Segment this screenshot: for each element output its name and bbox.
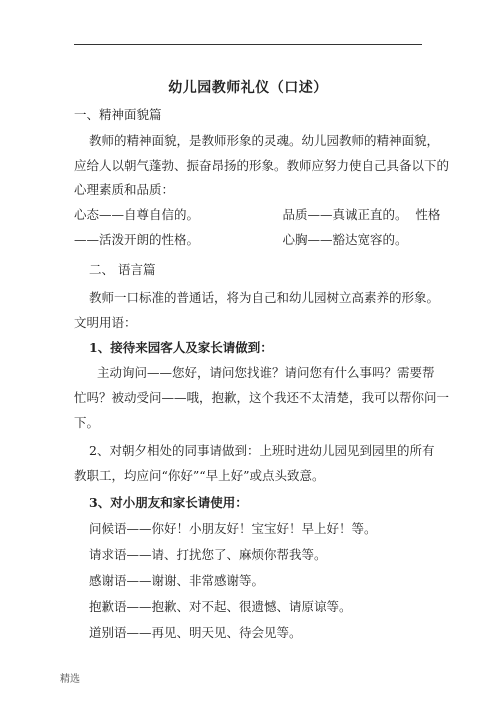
paragraph-line: 心理素质和品质： bbox=[74, 182, 175, 197]
paragraph-line: 忙吗？被动受问——哦，抱歉，这个我还不太清楚，我可以帮你问一 bbox=[74, 390, 450, 405]
list-item-heading: 2、对朝夕相处的同事请做到：上班时进幼儿园见到园里的所有 bbox=[89, 443, 435, 458]
list-item-heading: 3、对小朋友和家长请使用： bbox=[89, 495, 248, 510]
phrase-line: 感谢语——谢谢、非常感谢等。 bbox=[89, 573, 265, 588]
paragraph-line: 心态——自尊自信的。 品质——真诚正直的。 性格 bbox=[74, 207, 441, 222]
paragraph-line: 下。 bbox=[74, 415, 100, 430]
phrase-line: 道别语——再见、明天见、待会见等。 bbox=[89, 625, 302, 640]
section-heading-1: 一、精神面貌篇 bbox=[74, 107, 162, 122]
page-footer: 精选 bbox=[60, 674, 80, 685]
document-title: 幼儿园教师礼仪（口述） bbox=[168, 80, 328, 96]
phrase-line: 抱歉语——抱歉、对不起、很遗憾、请原谅等。 bbox=[89, 599, 352, 614]
header-rule bbox=[74, 44, 422, 45]
paragraph-line: 文明用语： bbox=[74, 315, 137, 330]
paragraph-line: 主动询问——您好，请问您找谁？请问您有什么事吗？需要帮 bbox=[97, 365, 435, 380]
paragraph-line: 应给人以朝气蓬勃、振奋昂扬的形象。教师应努力使自己具备以下的 bbox=[74, 158, 450, 173]
paragraph-line: ——活泼开朗的性格。 心胸——豁达宽容的。 bbox=[74, 232, 408, 247]
paragraph-line: 教职工，均应问“你好”“早上好”或点头致意。 bbox=[74, 468, 325, 483]
paragraph-line: 教师的精神面貌，是教师形象的灵魂。幼儿园教师的精神面貌， bbox=[89, 133, 440, 148]
phrase-line: 请求语——请、打扰您了、麻烦你帮我等。 bbox=[89, 547, 327, 562]
list-item-heading: 1、接待来园客人及家长请做到： bbox=[89, 340, 273, 355]
phrase-line: 问候语——你好！小朋友好！宝宝好！早上好！等。 bbox=[89, 521, 377, 536]
paragraph-line: 教师一口标准的普通话，将为自己和幼儿园树立高素养的形象。 bbox=[89, 290, 440, 305]
section-heading-2: 二、 语言篇 bbox=[89, 262, 156, 277]
